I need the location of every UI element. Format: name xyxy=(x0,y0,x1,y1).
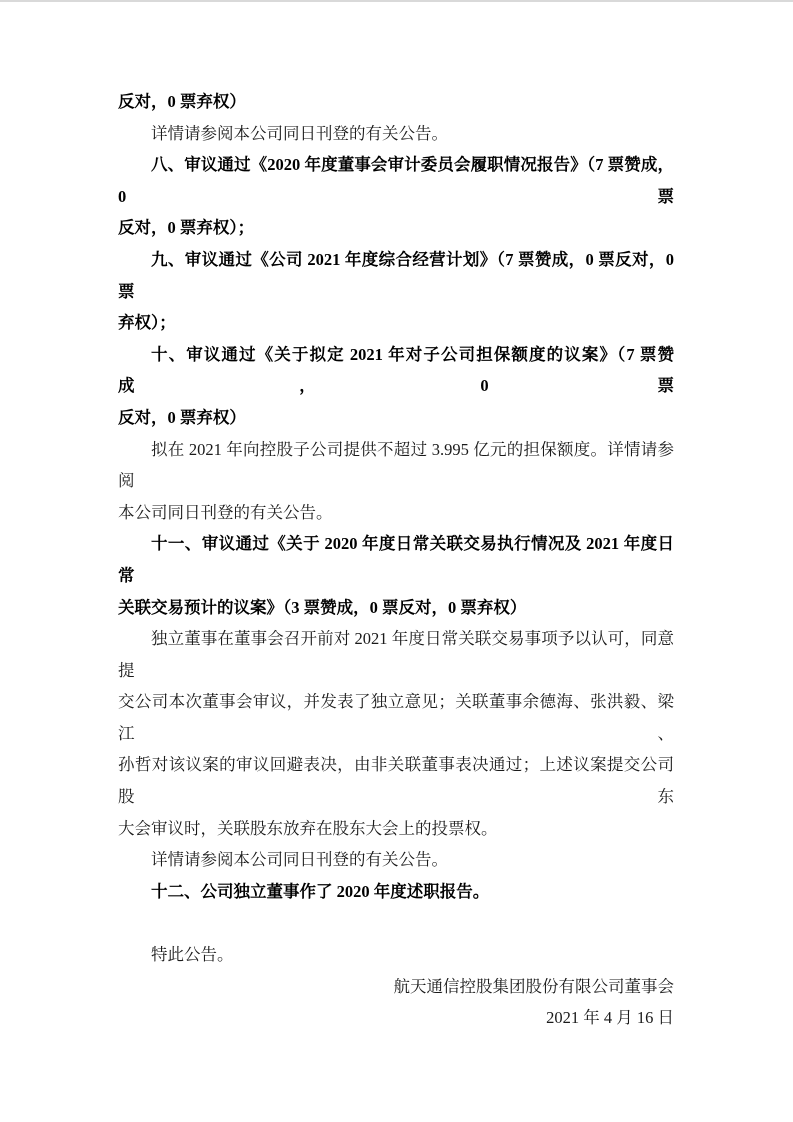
signature-company: 航天通信控股集团股份有限公司董事会 xyxy=(393,976,674,996)
doc-line: 反对，0 票弃权） xyxy=(118,92,246,111)
doc-line: 关联交易预计的议案》（3 票赞成，0 票反对，0 票弃权） xyxy=(118,597,527,617)
blank-line xyxy=(118,907,674,939)
doc-line: 交公司本次董事会审议，并发表了独立意见；关联董事余德海、张洪毅、梁江、 xyxy=(118,692,674,743)
doc-line-item-10-heading: 十、审议通过《关于拟定 2021 年对子公司担保额度的议案》（7 票赞成，0 票 xyxy=(118,344,674,396)
doc-line: 详情请参阅本公司同日刊登的有关公告。 xyxy=(151,850,448,870)
doc-line-item-9-heading: 九、审议通过《公司 2021 年度综合经营计划》（7 票赞成，0 票反对，0 票 xyxy=(118,249,675,301)
doc-line: 本公司同日刊登的有关公告。 xyxy=(118,502,333,522)
document-body xyxy=(118,86,674,1034)
closing-line: 特此公告。 xyxy=(151,945,234,965)
doc-line: 反对，0 票弃权） xyxy=(118,407,246,427)
signature-date: 2021 年 4 月 16 日 xyxy=(546,1008,674,1028)
doc-line-item-8-heading: 八、审议通过《2020 年度董事会审计委员会履职情况报告》（7 票赞成，0 票 xyxy=(118,155,674,206)
doc-line: 孙哲对该议案的审议回避表决，由非关联董事表决通过；上述议案提交公司股东 xyxy=(118,755,674,807)
doc-line: 拟在 2021 年向控股子公司提供不超过 3.995 亿元的担保额度。详情请参阅 xyxy=(118,439,674,491)
doc-line: 大会审议时，关联股东放弃在股东大会上的投票权。 xyxy=(118,818,498,838)
doc-line: 详情请参阅本公司同日刊登的有关公告。 xyxy=(151,123,448,143)
page-top-edge xyxy=(0,0,793,2)
doc-line: 反对，0 票弃权）； xyxy=(118,218,255,238)
doc-line: 弃权）； xyxy=(118,313,176,333)
doc-line-item-11-heading: 十一、审议通过《关于 2020 年度日常关联交易执行情况及 2021 年度日常 xyxy=(118,534,674,585)
doc-line: 独立董事在董事会召开前对 2021 年度日常关联交易事项予以认可，同意提 xyxy=(118,629,674,680)
doc-line-item-12-heading: 十二、公司独立董事作了 2020 年度述职报告。 xyxy=(151,881,490,901)
